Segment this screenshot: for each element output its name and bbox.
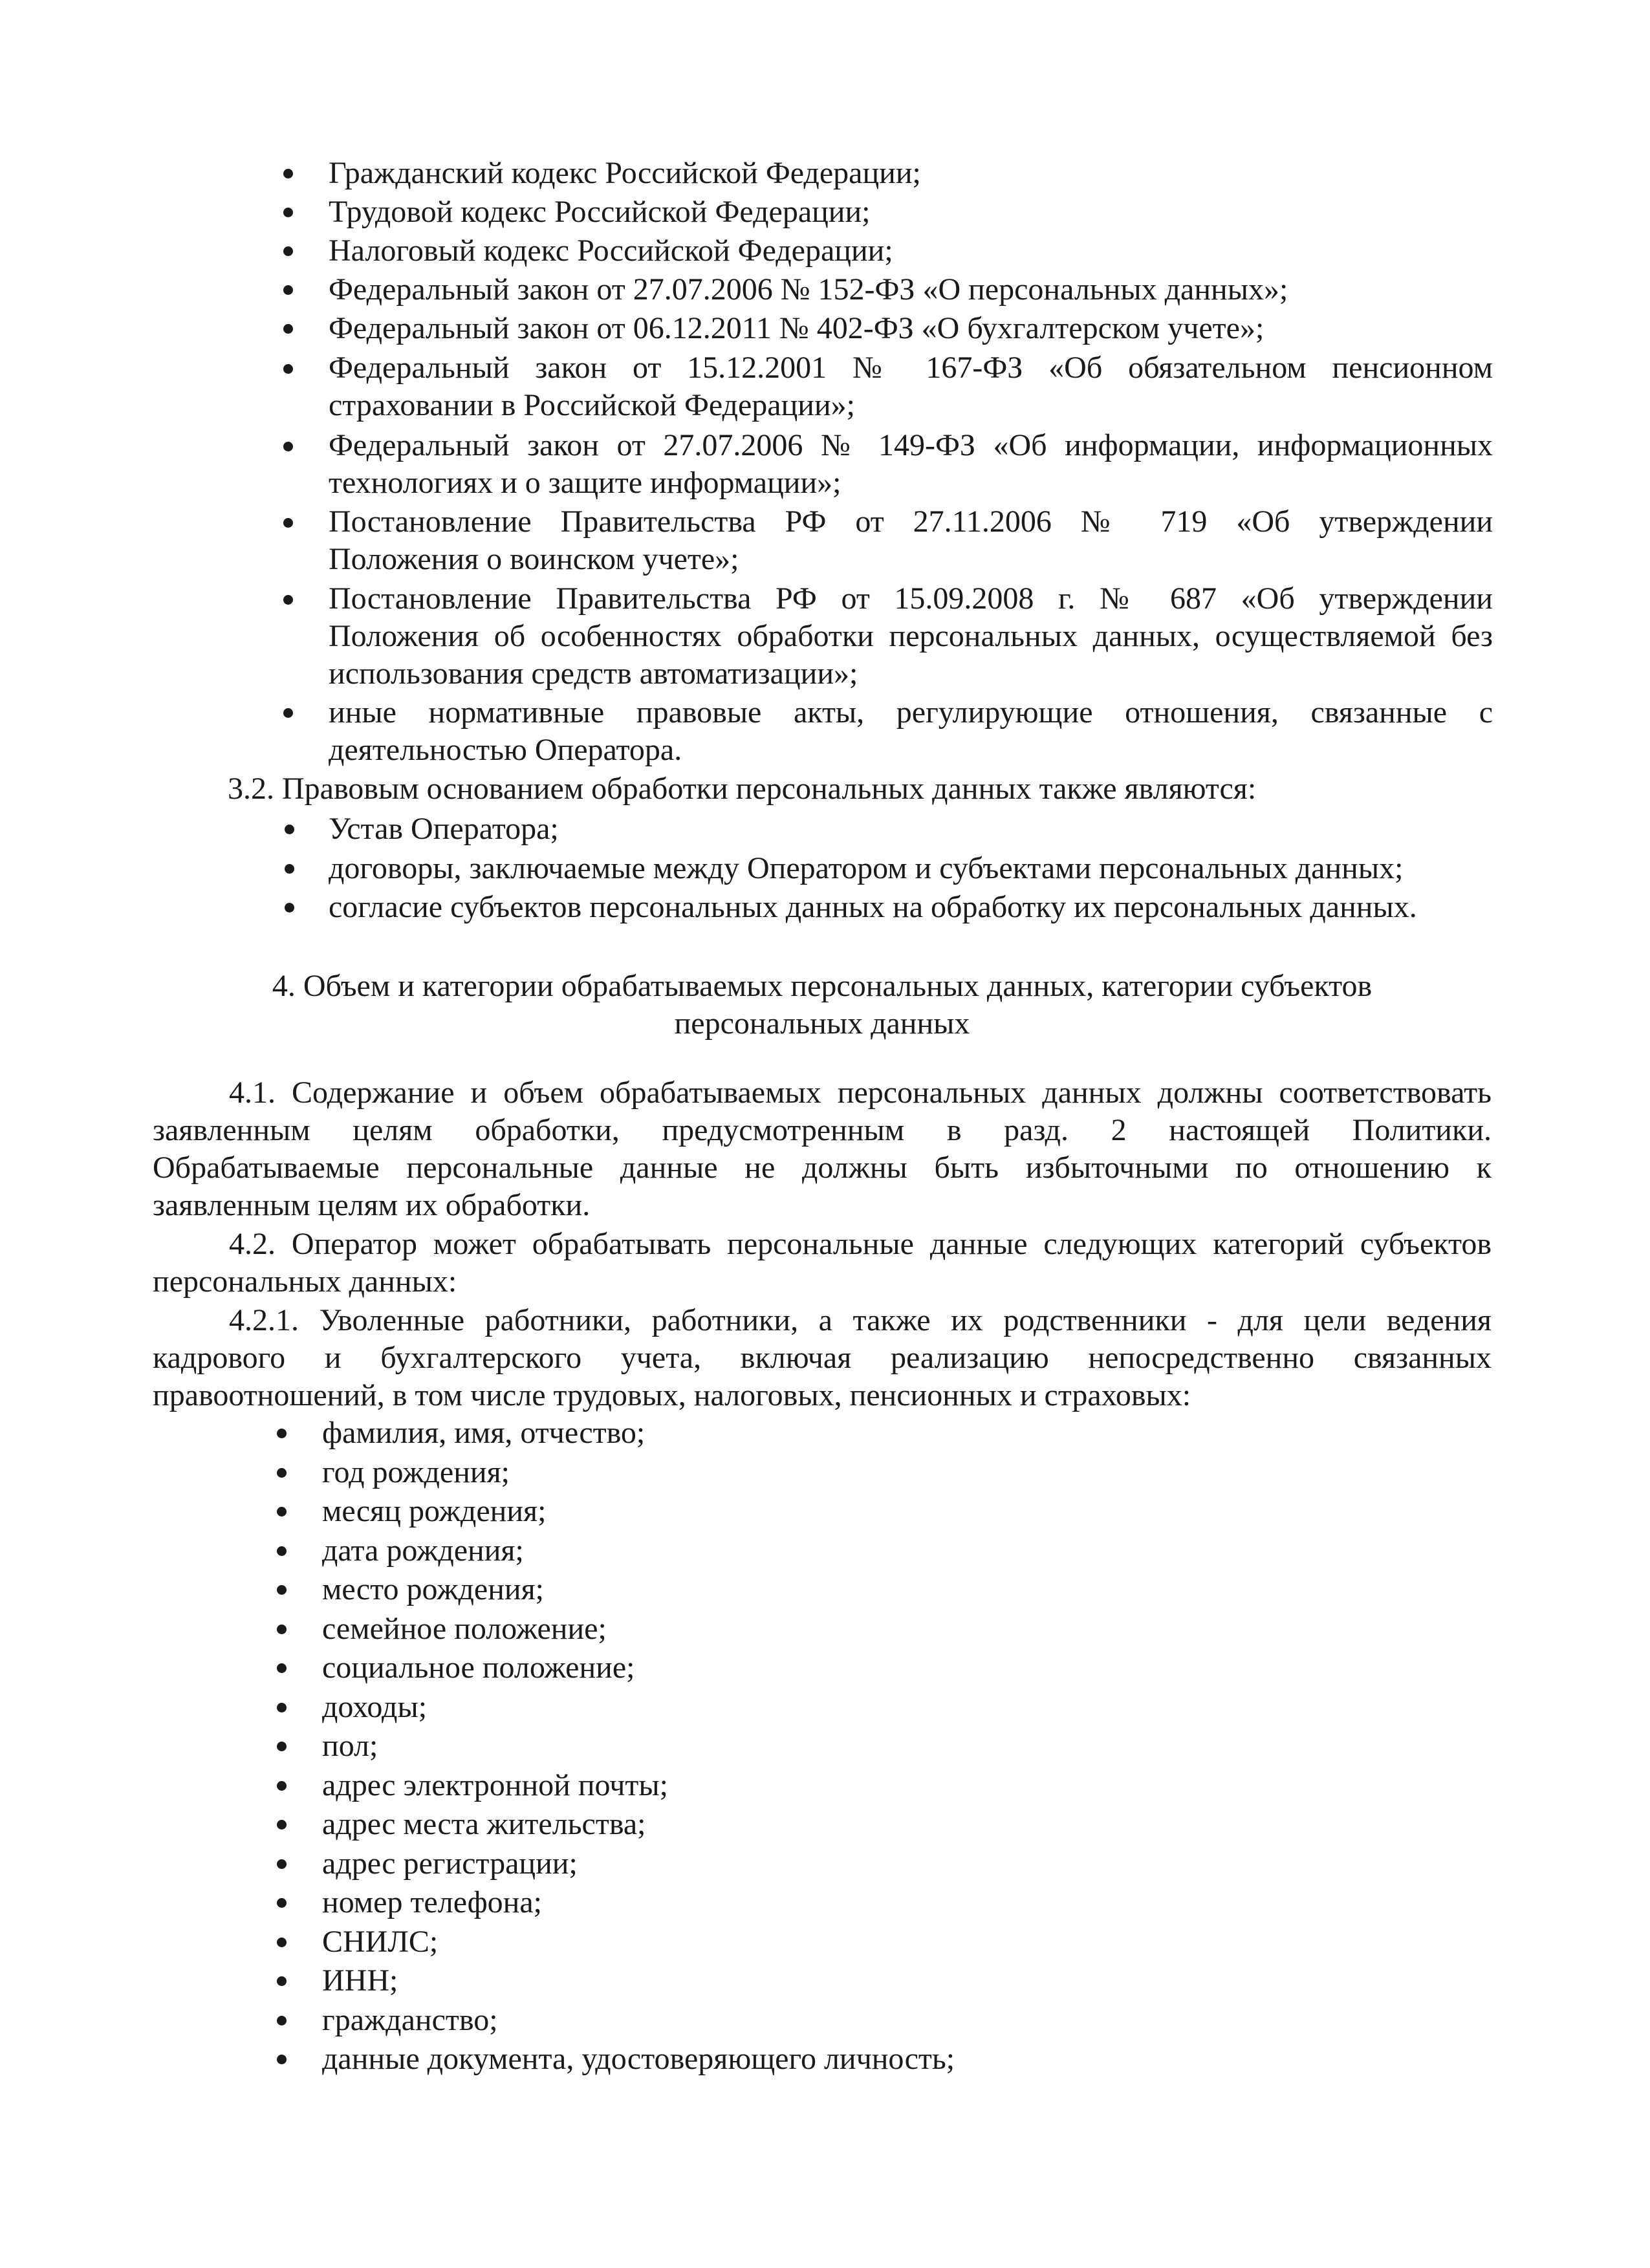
bullet	[277, 2055, 287, 2064]
bullet	[283, 246, 293, 256]
list-item: Федеральный закон от 27.07.2006 № 149-ФЗ «Об информации, информационных технологиях и о защите информации»;	[329, 428, 1493, 500]
paragraph-4-2-1: 4.2.1. Уволенные работники, работники, а также их родственники - для цели ведения кадрового и бухгалтерского учета, включая реализацию непосредственно связанных правоотношений, в том числе трудовых, налоговых, пенсионных и страховых:	[153, 1303, 1492, 1412]
bullet	[283, 169, 293, 178]
list-item: договоры, заключаемые между Оператором и субъектами персональных данных;	[329, 851, 1404, 885]
bullet	[277, 1429, 287, 1438]
list-item: Постановление Правительства РФ от 27.11.2006 № 719 «Об утверждении Положения о воинском учете»;	[329, 504, 1493, 576]
bullet	[277, 1820, 287, 1830]
list-item: доходы;	[322, 1690, 428, 1724]
list-item: адрес места жительства;	[322, 1807, 646, 1841]
bullet	[277, 1663, 287, 1673]
bullet	[277, 1976, 287, 1986]
bullet	[285, 825, 294, 834]
list-item: семейное положение;	[322, 1612, 607, 1646]
list-item: СНИЛС;	[322, 1925, 439, 1959]
section-4-title: 4. Объем и категории обрабатываемых персональных данных, категории субъектов персональных данных	[272, 969, 1373, 1041]
bullet	[277, 1938, 287, 1947]
list-item: год рождения;	[322, 1455, 510, 1489]
bullet	[283, 364, 293, 374]
list-item: месяц рождения;	[322, 1494, 547, 1528]
bullet	[277, 1781, 287, 1791]
list-item: адрес электронной почты;	[322, 1768, 668, 1802]
bullet	[283, 442, 293, 451]
list-item: Трудовой кодекс Российской Федерации;	[329, 195, 871, 229]
paragraph-4-1: 4.1. Содержание и объем обрабатываемых персональных данных должны соответствовать заявленным целям обработки, предусмотренным в разд. 2 настоящей Политики. Обрабатываемые персональные данные не должны быть избыточными по отношению к заявленным целям их обработки.	[153, 1075, 1492, 1222]
list-item: Налоговый кодекс Российской Федерации;	[329, 233, 893, 268]
list-item: иные нормативные правовые акты, регулирующие отношения, связанные с деятельностью Оператора.	[329, 695, 1493, 767]
bullet	[283, 208, 293, 217]
bullet	[283, 708, 293, 718]
bullet	[283, 518, 293, 528]
list-item: Устав Оператора;	[329, 812, 559, 846]
list-item: Гражданский кодекс Российской Федерации;	[329, 156, 921, 190]
bullet	[285, 903, 294, 913]
bullet	[277, 1703, 287, 1712]
bullet	[285, 864, 294, 874]
list-item: номер телефона;	[322, 1885, 543, 1919]
bullet	[283, 324, 293, 334]
bullet	[277, 1507, 287, 1517]
list-item: пол;	[322, 1729, 378, 1763]
list-item: Постановление Правительства РФ от 15.09.2008 г. № 687 «Об утверждении Положения об особенностях обработки персональных данных, осуществляемой без использования средств автоматизации»;	[329, 581, 1493, 691]
paragraph-3-2: 3.2. Правовым основанием обработки персональных данных также являются:	[228, 772, 1257, 806]
bullet	[277, 1468, 287, 1478]
bullet	[277, 1625, 287, 1634]
list-item: фамилия, имя, отчество;	[322, 1416, 646, 1450]
list-item: ИНН;	[322, 1963, 398, 1998]
bullet	[277, 1898, 287, 1908]
list-item: место рождения;	[322, 1572, 545, 1606]
list-item: Федеральный закон от 27.07.2006 № 152-ФЗ «О персональных данных»;	[329, 272, 1288, 307]
paragraph-4-2: 4.2. Оператор может обрабатывать персональные данные следующих категорий субъектов персональных данных:	[153, 1227, 1492, 1299]
list-item: адрес регистрации;	[322, 1846, 578, 1881]
list-item: дата рождения;	[322, 1533, 524, 1568]
list-item: данные документа, удостоверяющего личность;	[322, 2042, 955, 2076]
bullet	[277, 1859, 287, 1869]
list-item: гражданство;	[322, 2003, 498, 2037]
bullet	[277, 2016, 287, 2025]
list-item: Федеральный закон от 06.12.2011 № 402-ФЗ «О бухгалтерском учете»;	[329, 311, 1265, 345]
bullet	[283, 595, 293, 605]
list-item: согласие субъектов персональных данных на обработку их персональных данных.	[329, 890, 1417, 924]
bullet	[277, 1742, 287, 1751]
bullet	[283, 285, 293, 295]
bullet	[277, 1585, 287, 1595]
bullet	[277, 1546, 287, 1556]
list-item: социальное положение;	[322, 1650, 635, 1685]
list-item: Федеральный закон от 15.12.2001 № 167-ФЗ «Об обязательном пенсионном страховании в Российской Федерации»;	[329, 351, 1493, 422]
